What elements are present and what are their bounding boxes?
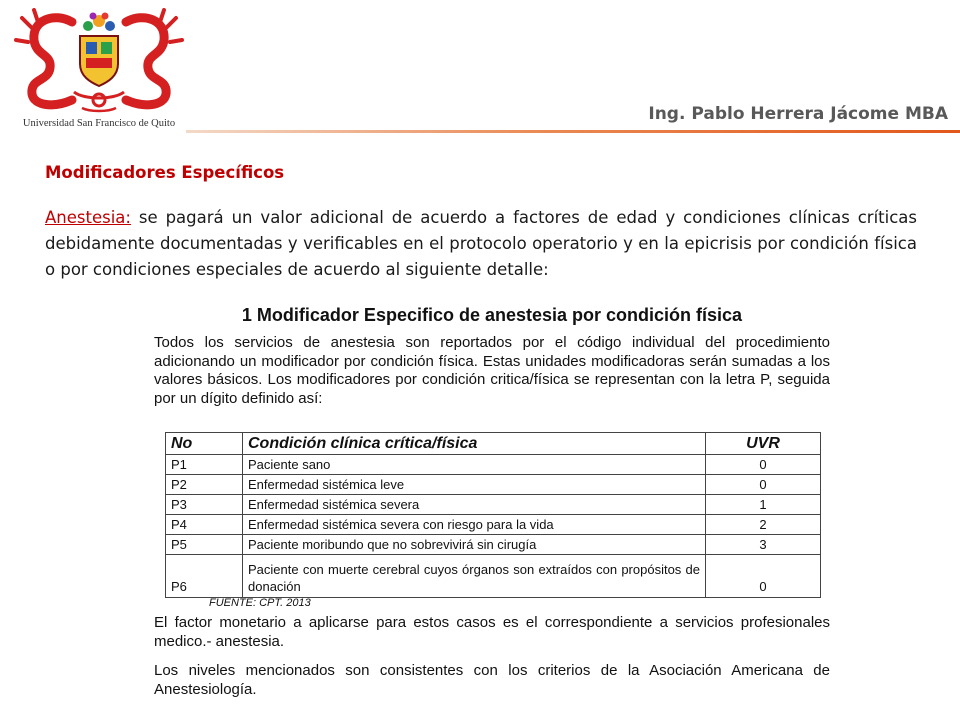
cell-code: P3 (166, 495, 243, 515)
presenter-name: Ing. Pablo Herrera Jácome MBA (648, 104, 948, 124)
cell-uvr: 1 (706, 495, 821, 515)
cell-condition: Paciente sano (243, 455, 706, 475)
paragraph-lead: Anestesia: (45, 208, 131, 227)
document-excerpt (152, 300, 832, 705)
document-note-criteria: Los niveles mencionados son consistentes con los criterios de la Asociación Americana de Anestesiología. (154, 662, 830, 698)
cell-uvr: 0 (706, 475, 821, 495)
body-paragraph (45, 205, 917, 283)
cell-condition: Paciente moribundo que no sobrevivirá sin cirugía (243, 535, 706, 555)
logo-caption: Universidad San Francisco de Quito (22, 118, 176, 129)
table-row (166, 555, 821, 598)
cell-uvr: 0 (706, 455, 821, 475)
cell-condition: Enfermedad sistémica severa (243, 495, 706, 515)
section-title: Modificadores Específicos (45, 163, 285, 182)
cell-condition: Paciente con muerte cerebral cuyos órganos son extraídos con propósitos de donación (243, 555, 706, 598)
cell-code: P4 (166, 515, 243, 535)
column-header-uvr: UVR (706, 433, 821, 455)
table-row (166, 475, 821, 495)
header-divider (186, 130, 960, 133)
university-crest-icon (14, 8, 184, 116)
header-bar (186, 98, 960, 134)
cell-uvr: 2 (706, 515, 821, 535)
university-logo (14, 8, 184, 133)
cell-uvr: 0 (706, 555, 821, 598)
table-row (166, 495, 821, 515)
document-title: 1 Modificador Especifico de anestesia por condición física (241, 305, 743, 325)
table-header-row (166, 433, 821, 455)
cell-uvr: 3 (706, 535, 821, 555)
cell-code: P6 (166, 555, 243, 598)
cell-code: P5 (166, 535, 243, 555)
table-row (166, 455, 821, 475)
cell-condition: Enfermedad sistémica leve (243, 475, 706, 495)
table-row (166, 515, 821, 535)
uvr-table (165, 432, 821, 598)
document-note-monetary: El factor monetario a aplicarse para estos casos es el correspondiente a servicios profesionales medico.- anestesia. (154, 614, 830, 650)
paragraph-text: se pagará un valor adicional de acuerdo a factores de edad y condiciones clínicas críticas debidamente documentadas y verificables en el protocolo operatorio y en la epicrisis por condición física o por condiciones especiales de acuerdo al siguiente detalle: (45, 208, 917, 279)
document-intro: Todos los servicios de anestesia son reportados por el código individual del procedimiento adicionando un modificador por condición física. Estas unidades modificadoras serán sumadas a los valores básicos. Los modificadores por condición critica/física se representan con la letra P, seguida por un dígito definido así: (154, 334, 830, 407)
table-row (166, 535, 821, 555)
column-header-no: No (166, 433, 243, 455)
table-source: FUENTE: CPT. 2013 (209, 597, 311, 609)
cell-code: P2 (166, 475, 243, 495)
cell-code: P1 (166, 455, 243, 475)
cell-condition: Enfermedad sistémica severa con riesgo para la vida (243, 515, 706, 535)
column-header-condition: Condición clínica crítica/física (243, 433, 706, 455)
